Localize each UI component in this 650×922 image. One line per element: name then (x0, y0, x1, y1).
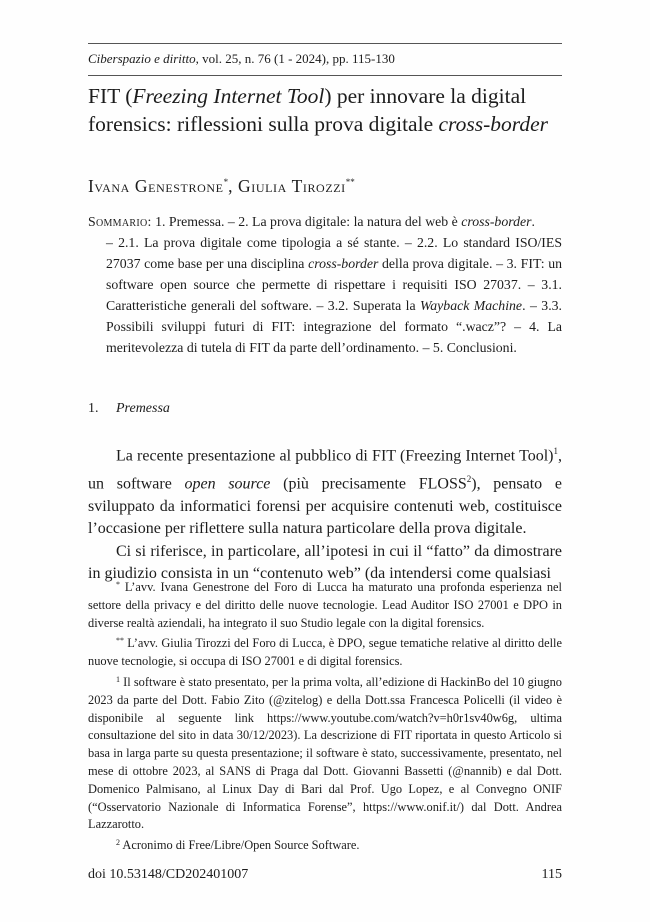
running-header (88, 50, 562, 68)
article-title: FIT (Freezing Internet Tool) per innovare la digital forensics: riflessioni sulla prova digitale cross-border (88, 84, 548, 136)
footnote: ** L’avv. Giulia Tirozzi del Foro di Lucca, è DPO, segue tematiche relative al diritto delle nuove tecnologie, si occupa di ISO 27001 e di digital forensics. (88, 636, 562, 669)
section-title: Premessa (116, 401, 170, 416)
section-heading (88, 400, 170, 418)
footnote-marker: 1 (116, 674, 120, 684)
paragraph: Ci si riferisce, in particolare, all’ipotesi in cui il “fatto” da dimostrare in giudizio consista in un “contenuto web” (da intendersi come qualsiasi (88, 542, 562, 583)
table-of-contents-summary: Sommario: 1. Premessa. – 2. La prova digitale: la natura del web è cross-border. – 2.1. La prova digitale come tipologia a sé stante. – 2.2. Lo standard ISO/IES 27037 come base per una disciplina cross-border della prova digitale. – 3. FIT: un software open source che permette di rispettare i requisiti ISO 27037. – 3.1. Caratteristiche generali del software. – 3.2. Superata la Wayback Machine. – 3.3. Possibili sviluppi futuri di FIT: integrazione del formato “.wacz”? – 4. La meritevolezza di tutela di FIT da parte dell’ordinamento. – 5. Conclusioni. (88, 214, 562, 355)
page-number: 115 (541, 867, 562, 882)
footnotes (88, 576, 562, 855)
header-rule-bottom (88, 75, 562, 76)
footnote: $^2$ Acronimo di Free/Libre/Open Source Software. (116, 838, 360, 853)
doi-footer: doi 10.53148/CD202401007 (88, 867, 249, 882)
citation-details: , vol. 25, n. 76 (1 - 2024), pp. 115-130 (195, 51, 395, 66)
footnote-marker: ** (345, 177, 355, 187)
footnote-marker: ** (116, 636, 124, 646)
footnote-marker: 1 (553, 446, 558, 456)
journal-name: Ciberspazio e diritto (88, 51, 196, 66)
footnote-marker: * (116, 580, 120, 589)
body-text (88, 440, 562, 586)
footnote: $^1$ Il software è stato presentato, per la prima volta, all’edizione di HackinBo del 10 giugno 2023 da parte del Dott. Fabio Zito (@zitelog) e della Dott.ssa Francesca Policelli (il video è disponibile al seguente link https://www.youtube.com/watch?v=h0r1sv40w6g, ultima consultazione del sito in data 30/12/2023). La descrizione di FIT riportata in questo Articolo si basa in larga parte su questa presentazione; il software è stato, successivamente, presentato, nel mese di ottobre 2023, al SANS di Praga dal Dott. Giovanni Bassetti (@nannib) e dal Dott. Domenico Palmisano, al Linux Day di Bari dal Prof. Ugo Lopez, e al Convegno ONIF (“Osservatorio Nazionale di Informatica Forense”, https://www.onif.it/) dal Dott. Andrea Lazzarotto. (88, 674, 562, 832)
author-name: Giulia Tirozzi (238, 175, 346, 196)
footnote-marker: 2 (466, 473, 472, 484)
footnote-marker: 2 (116, 838, 120, 848)
summary-label: Sommario: (88, 214, 152, 229)
footnote-marker: * (223, 177, 229, 187)
authors-line: Ivana Genestrone*, Giulia Tirozzi** (88, 175, 355, 196)
paragraph: La recente presentazione al pubblico di FIT (Freezing Internet Tool)$^1$, un software open source (più precisamente FLOSS$^2$), pensato e sviluppato da informatici forensi per acquisire contenuti web, costituisce l’occasione per riflettere sulla natura particolare della prova digitale. (88, 446, 562, 538)
section-number: 1. (88, 401, 99, 416)
header-rule-top (88, 43, 562, 44)
footnote: * L’avv. Ivana Genestrone del Foro di Lucca ha maturato una profonda esperienza nel settore della privacy e del diritto delle nuove tecnologie. Lead Auditor ISO 27001 e DPO in diverse realtà aziendali, ha integrato il suo Studio legale con la digital forensics. (88, 580, 562, 630)
author-name: Ivana Genestrone (88, 175, 224, 196)
